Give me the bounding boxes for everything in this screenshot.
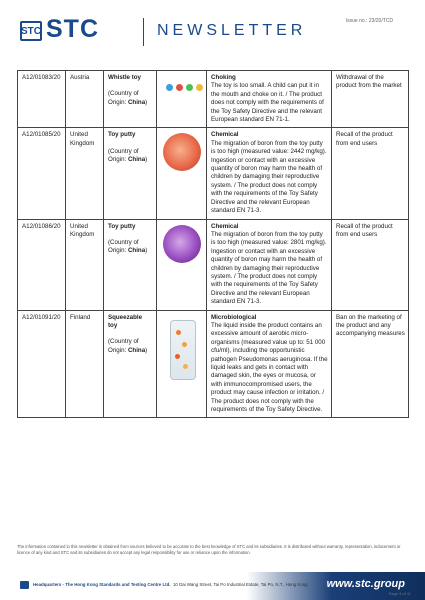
product-image-cell (157, 71, 207, 128)
header-divider (143, 18, 144, 46)
product-image-cell (157, 128, 207, 219)
product-cell (104, 219, 157, 310)
risk-cell (207, 128, 332, 219)
footer-bar (0, 572, 425, 600)
risk-type: Chemical (211, 222, 239, 230)
website-link[interactable]: www.stc.group (326, 578, 405, 590)
product-name: Toy putty (108, 131, 136, 139)
newsletter-title: NEWSLETTER (157, 22, 307, 39)
toy-putty-orange-image (163, 133, 201, 171)
risk-cell (207, 310, 332, 418)
building-icon (20, 581, 29, 589)
risk-cell (207, 219, 332, 310)
toy-putty-purple-image (163, 225, 201, 263)
product-cell (104, 71, 157, 128)
issue-number: Issue no.: 23/20/TCD (345, 18, 393, 24)
disclaimer-text: The information contained in this newsletter is obtained from sources believed to be accurate to the best knowledge of STC and its subsidiaries. It is distributed without warranty, representation, inducement or licence of any kind and STC and its subsidiaries do not accept any legal responsibility for use or reliance upon the information. (17, 544, 401, 555)
stc-logo-mark: STC (20, 21, 42, 41)
headquarters-line: Headquarters - The Hong Kong Standards and Testing Centre Ltd. 10 Dai Wang Street, Tai Po Industrial Estate, Tai Po, N.T., Hong Kong (33, 582, 308, 587)
ref-cell: A12/01091/20 (18, 310, 66, 418)
product-name: Whistle toy (108, 74, 142, 81)
newsletter-header (0, 0, 425, 62)
stc-logo-text: STC (46, 15, 99, 43)
whistle-toy-image (161, 74, 207, 104)
product-name: Toy putty (108, 222, 136, 230)
country-cell: United Kingdom (66, 219, 104, 310)
ref-cell: A12/01086/20 (18, 219, 66, 310)
country-of-origin: (Country of Origin: China) (108, 147, 148, 164)
table-row (18, 128, 409, 219)
measure-cell: Withdrawal of the product from the market (332, 71, 409, 128)
country-of-origin: (Country of Origin: China) (108, 90, 148, 106)
country-cell: Austria (66, 71, 104, 128)
product-cell (104, 128, 157, 219)
measure-cell: Recall of the product from end users (332, 219, 409, 310)
product-image-cell (157, 310, 207, 418)
risk-description: The migration of boron from the toy putty is too high (measured value: 2442 mg/kg). Ingestion or contact with an excessive quantity of boron may harm the health of children by damaging their reproductive system. / The product does not comply with the requirements of the Toy Safety Directive and the relevant European standard EN 71-3. (211, 139, 327, 215)
risk-description: The liquid inside the product contains an excessive amount of aerobic micro-organisms (measured value up to: 51 000 cfu/ml), including the opportunistic pathogen Pseudomonas aeruginosa. If the liquid leaks and gets in contact with damaged skin, the eyes or mucosa, or with immunocompromised users, the product may cause infection or irritation. / The product does not comply with the requirements of the Toy Safety Directive. (211, 321, 328, 414)
risk-type: Chemical (211, 131, 239, 139)
product-cell (104, 310, 157, 418)
country-cell: United Kingdom (66, 128, 104, 219)
ref-cell: A12/01083/20 (18, 71, 66, 128)
measure-cell: Ban on the marketing of the product and any accompanying measures (332, 310, 409, 418)
page-number: Page 4 of 11 (388, 591, 411, 596)
squeezable-toy-image (162, 316, 202, 382)
country-of-origin: (Country of Origin: China) (108, 338, 148, 354)
notification-table (17, 70, 409, 418)
table-row (18, 219, 409, 310)
ref-cell: A12/01085/20 (18, 128, 66, 219)
product-image-cell (157, 219, 207, 310)
country-cell: Finland (66, 310, 104, 418)
country-of-origin: (Country of Origin: China) (108, 238, 148, 255)
risk-description: The migration of boron from the toy putty is too high (measured value: 2801 mg/kg). Ingestion or contact with an excessive quantity of boron may harm the health of children by damaging their reproductive system. / The product does not comply with the requirements of the Toy Safety Directive and the relevant European standard EN 71-3. (211, 230, 327, 306)
table-row (18, 310, 409, 418)
risk-description: The toy is too small. A child can put it in the mouth and choke on it. / The product does not comply with the requirements of the Toy Safety Directive and the relevant European standard EN 71-1. (211, 82, 324, 124)
risk-type: Microbiological (211, 313, 257, 321)
risk-cell (207, 71, 332, 128)
measure-cell: Recall of the product from end users (332, 128, 409, 219)
table-row (18, 71, 409, 128)
risk-type: Choking (211, 74, 236, 81)
product-name: Squeezable toy (108, 313, 143, 329)
